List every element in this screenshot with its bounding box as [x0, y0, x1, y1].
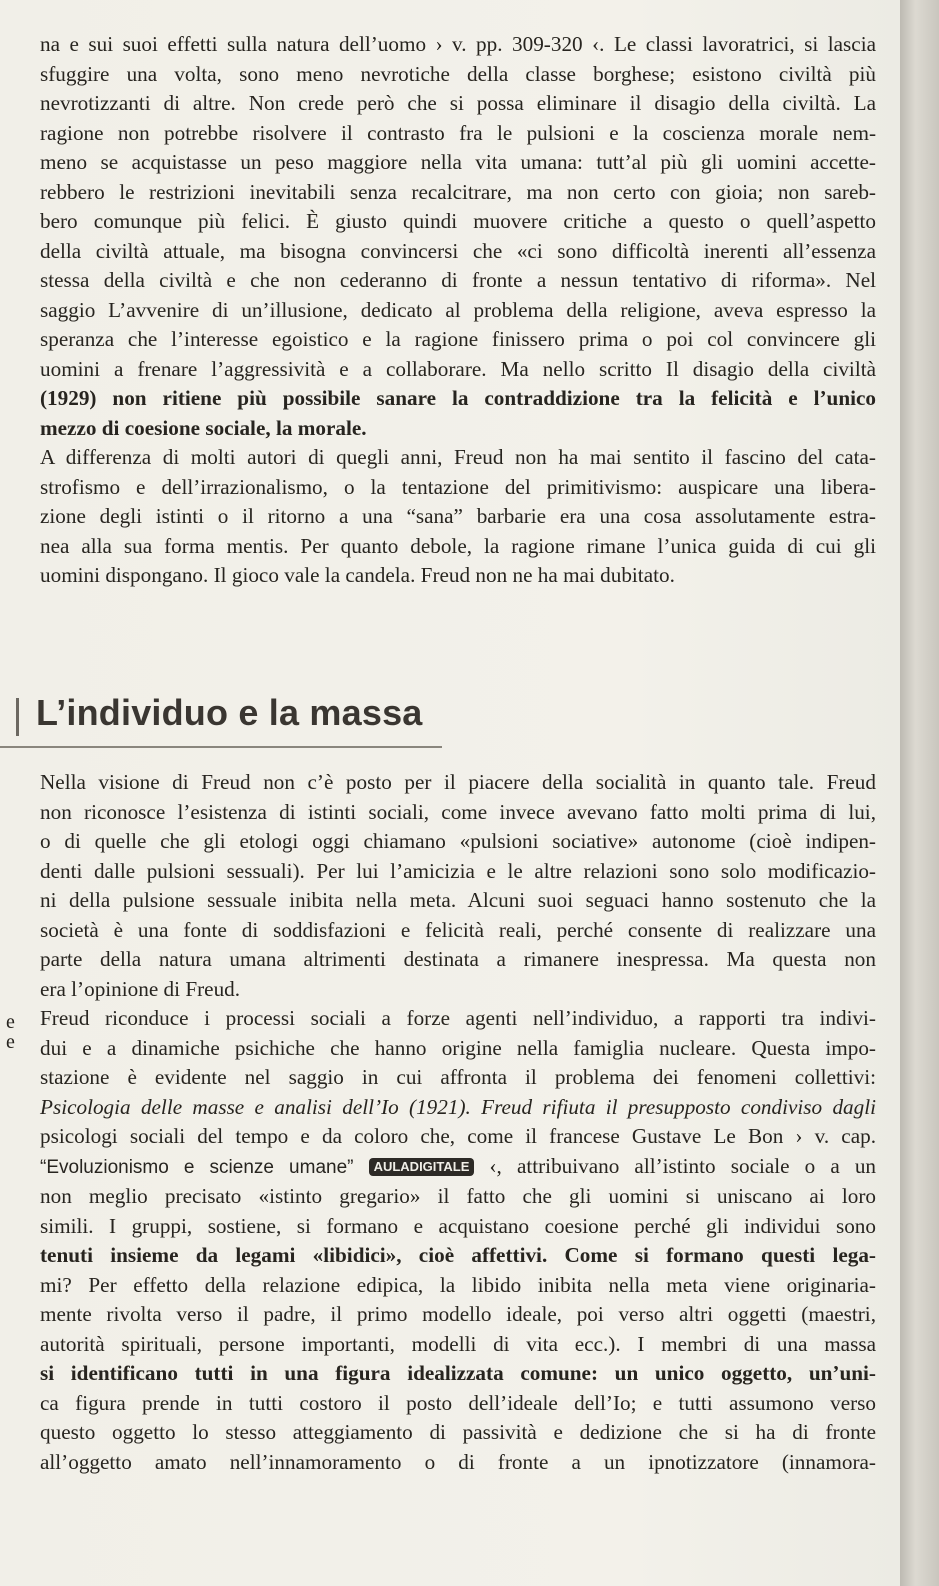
- text-line: mezzo di coesione sociale, la morale.: [40, 415, 367, 440]
- text-line: uomini dispongano. Il gioco vale la candela. Freud non ne ha mai dubitato.: [40, 563, 675, 587]
- text-line: ca figura prende in tutti costoro il posto dell’ideale dell’Io; e tutti assumono verso: [40, 1390, 876, 1415]
- text-line: A differenza di molti autori di quegli anni, Freud non ha mai sentito il fascino del cata-: [40, 445, 876, 469]
- text-line: mente rivolta verso il padre, il primo modello ideale, poi verso altri oggetti (maestri,: [40, 1302, 876, 1326]
- auladigitale-badge[interactable]: AULADIGITALE: [369, 1158, 475, 1176]
- paragraph-1: [40, 30, 876, 443]
- text-line: na e sui suoi effetti sulla natura dell’uomo › v. pp. 309-320 ‹. Le classi lavoratrici, si lascia: [40, 32, 876, 56]
- text-line: si identificano tutti in una figura idealizzata comune: un unico oggetto, un’uni-: [40, 1361, 876, 1385]
- text-line: tenuti insieme da legami «libidici», cioè affettivi. Come si formano questi lega-: [40, 1243, 876, 1267]
- paragraph-3: [40, 768, 876, 1004]
- text-line: parte della natura umana altrimenti destinata a rimanere inespressa. Ma questa non: [40, 947, 876, 971]
- text-line: rebbero le restrizioni inevitabili senza recalcitrare, ma non certo con gioia; non sareb-: [40, 179, 876, 204]
- section-heading-block: [0, 690, 470, 754]
- text-line: saggio L’avvenire di un’illusione, dedicato al problema della religione, aveva espresso la: [40, 297, 876, 322]
- text-line: ragione non potrebbe risolvere il contrasto fra le pulsioni e la coscienza morale nem-: [40, 120, 876, 145]
- text-fragment: ‹, attribuivano all’istinto sociale o a un: [489, 1153, 877, 1178]
- text-line: strofismo e dell’irrazionalismo, o la tentazione del primitivismo: auspicare una libera-: [40, 474, 876, 499]
- text-line: uomini a frenare l’aggressività e a collaborare. Ma nello scritto Il disagio della civiltà: [40, 356, 876, 381]
- text-line: non riconosce l’esistenza di istinti sociali, come invece avevano fatto molti prima di lui,: [40, 799, 876, 824]
- text-line: Nella visione di Freud non c’è posto per il piacere della socialità in quanto tale. Freud: [40, 770, 876, 794]
- text-line: era l’opinione di Freud.: [40, 976, 241, 1001]
- text-line: della civiltà attuale, ma bisogna convincersi che «ci sono difficoltà inerenti all’essenza: [40, 238, 876, 263]
- text-line: meno se acquistasse un peso maggiore nella vita umana: tutt’al più gli uomini accette-: [40, 150, 876, 174]
- text-line: speranza che l’interesse egoistico e la ragione finissero prima o poi col convincere gli: [40, 327, 876, 351]
- text-line: non meglio precisato «istinto gregario» il fatto che gli uomini si uniscano ai loro: [40, 1184, 876, 1208]
- text-line: autorità spirituali, persone importanti, modelli di vita ecc.). I membri di una massa: [40, 1331, 876, 1356]
- margin-mark: e: [6, 1011, 15, 1033]
- text-line: stessa della civiltà e che non cederanno di fronte a nessun tentativo di riforma». Nel: [40, 268, 876, 292]
- page-edge: [900, 0, 939, 1586]
- text-line: psicologi sociali del tempo e da coloro che, come il francese Gustave Le Bon › v. cap.: [40, 1124, 876, 1148]
- text-line: nevrotizzanti di altre. Non crede però che si possa eliminare il disagio della civiltà. La: [40, 91, 876, 115]
- text-line: ni della pulsione sessuale inibita nella meta. Alcuni suoi seguaci hanno sostenuto che la: [40, 888, 876, 912]
- text-line: nea alla sua forma mentis. Per quanto debole, la ragione rimane l’unica guida di cui gli: [40, 533, 876, 558]
- text-line: simili. I gruppi, sostiene, si formano e acquistano coesione perché gli individui sono: [40, 1213, 876, 1238]
- cross-reference[interactable]: “Evoluzionismo e scienze umane”: [40, 1156, 354, 1178]
- margin-mark: e: [6, 1031, 15, 1053]
- text-line: zione degli istinti o il ritorno a una “sana” barbarie era una cosa assolutamente estra-: [40, 504, 876, 528]
- text-line: o di quelle che gli etologi oggi chiamano «pulsioni sociative» autonome (cioè indipen-: [40, 829, 876, 853]
- text-line: Psicologia delle masse e analisi dell’Io (1921). Freud rifiuta il presupposto condiviso dagli: [40, 1094, 876, 1119]
- text-line-with-ref: [40, 1152, 876, 1183]
- paragraph-4: [40, 1004, 876, 1477]
- heading-rule: [0, 746, 442, 748]
- text-line: mi? Per effetto della relazione edipica, la libido inibita nella meta viene originaria-: [40, 1272, 876, 1297]
- text-line: all’oggetto amato nell’innamoramento o di fronte a un ipnotizzatore (innamora-: [40, 1449, 876, 1474]
- text-line: (1929) non ritiene più possibile sanare la contraddizione tra la felicità e l’unico: [40, 386, 876, 410]
- text-line: questo oggetto lo stesso atteggiamento di passività e dedizione che si ha di fronte: [40, 1420, 876, 1444]
- text-line: bero comunque più felici. È giusto quindi muovere critiche a questo o quell’aspetto: [40, 209, 876, 233]
- section-heading: L’individuo e la massa: [36, 692, 423, 733]
- heading-marker: [16, 698, 19, 736]
- text-line: denti dalle pulsioni sessuali). Per lui l’amicizia e le altre relazioni sono solo modificazio-: [40, 858, 876, 883]
- text-line: Freud riconduce i processi sociali a forze agenti nell’individuo, a rapporti tra indivi-: [40, 1006, 876, 1030]
- text-line: stazione è evidente nel saggio in cui affronta il problema dei fenomeni collettivi:: [40, 1065, 876, 1089]
- text-line: sfuggire una volta, sono meno nevrotiche della classe borghese; esistono civiltà più: [40, 61, 876, 86]
- text-line: società è una fonte di soddisfazioni e felicità reali, perché consente di realizzare una: [40, 917, 876, 942]
- section-text: [40, 768, 876, 1477]
- text-line: dui e a dinamiche psichiche che hanno origine nella famiglia nucleare. Questa impo-: [40, 1035, 876, 1060]
- paragraph-2: [40, 443, 876, 591]
- page-text: [40, 30, 876, 591]
